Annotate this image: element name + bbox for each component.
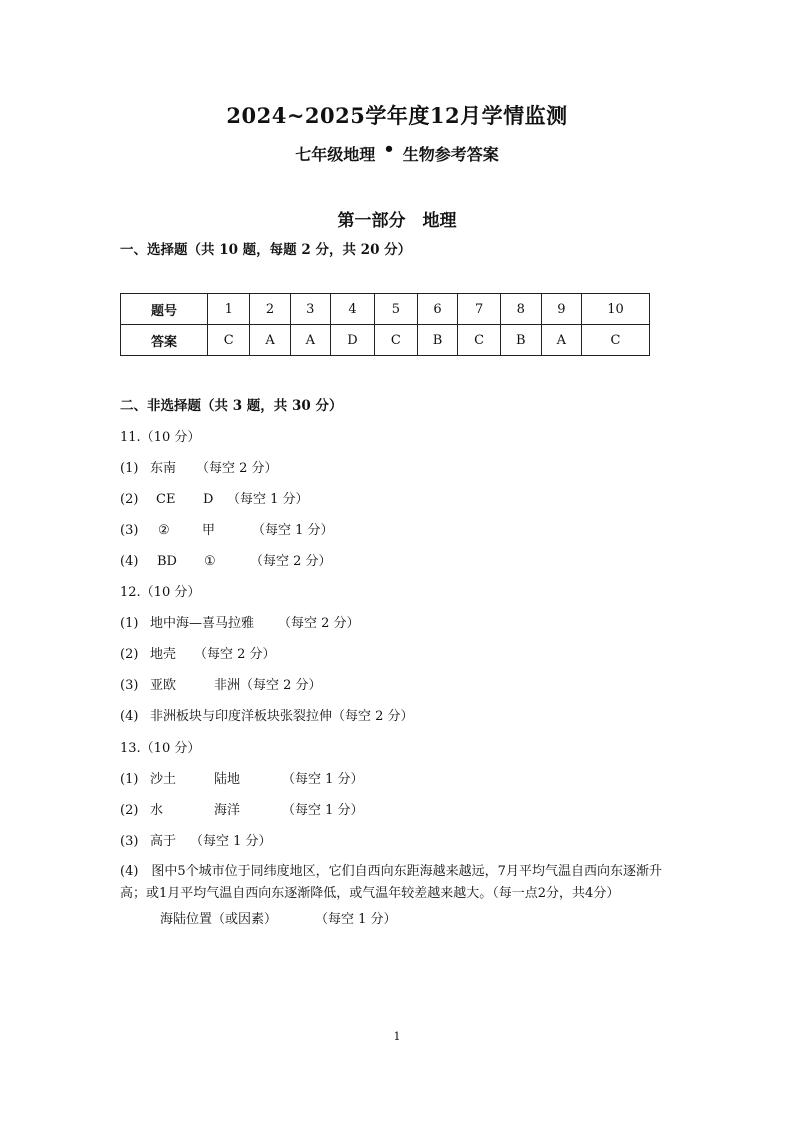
table-cell: 4 bbox=[330, 294, 374, 325]
item-number: (2) bbox=[120, 492, 139, 507]
q11-answer-2 bbox=[120, 488, 309, 507]
table-cell: 1 bbox=[208, 294, 250, 325]
table-cell: A bbox=[250, 325, 290, 356]
item-number: (2) bbox=[120, 647, 139, 662]
q13-answer-5 bbox=[160, 908, 397, 927]
answer-text: 高于 bbox=[150, 834, 177, 849]
q13-answer-1 bbox=[120, 768, 364, 787]
table-cell: 6 bbox=[417, 294, 458, 325]
table-cell: 9 bbox=[541, 294, 581, 325]
q13-answer-4: (4) 图中5个城市位于同纬度地区，它们自西向东距海越来越远，7月平均气温自西向东逐渐升高；或1月平均气温自西向东逐渐降低，或气温年较差越来越大。（每一点2分，共4分） bbox=[120, 864, 662, 901]
q11-answer-4 bbox=[120, 550, 332, 569]
answer-text: 地中海—喜马拉雅 bbox=[150, 616, 255, 631]
table-cell: 3 bbox=[290, 294, 330, 325]
item-number: (3) bbox=[120, 523, 139, 538]
item-number: (1) bbox=[120, 772, 139, 787]
table-cell: C bbox=[458, 325, 500, 356]
page-subtitle bbox=[0, 139, 794, 165]
item-number: (3) bbox=[120, 678, 139, 693]
table-cell: 2 bbox=[250, 294, 290, 325]
table-row-answers bbox=[121, 325, 650, 356]
answer-text: 陆地 bbox=[214, 772, 241, 787]
score-note: （每空 2 分） bbox=[194, 647, 276, 662]
q12-answer-1 bbox=[120, 612, 360, 631]
table-cell: D bbox=[330, 325, 374, 356]
answer-text: ② bbox=[158, 523, 170, 538]
answer-text: 海洋 bbox=[214, 803, 241, 818]
answer-text: 东南 bbox=[150, 461, 177, 476]
section1-heading: 一、选择题（共 10 题，每题 2 分，共 20 分） bbox=[120, 242, 412, 258]
answer-text: D bbox=[203, 492, 214, 507]
table-row-numbers bbox=[121, 294, 650, 325]
subtitle-left: 七年级地理 bbox=[295, 145, 376, 164]
table-cell: 5 bbox=[375, 294, 417, 325]
table-cell: C bbox=[375, 325, 417, 356]
q11-answer-3 bbox=[120, 519, 334, 538]
score-note: （每空 2 分） bbox=[196, 461, 278, 476]
table-cell: B bbox=[500, 325, 541, 356]
item-number: (3) bbox=[120, 834, 139, 849]
table-cell: 10 bbox=[581, 294, 649, 325]
table-cell: A bbox=[541, 325, 581, 356]
answer-text: 沙土 bbox=[150, 772, 177, 787]
q11-answer-1 bbox=[120, 457, 278, 476]
score-note: （每空 1 分） bbox=[227, 492, 309, 507]
score-note: （每空 2 分） bbox=[278, 616, 360, 631]
q13-answer-2 bbox=[120, 799, 364, 818]
q12-label: 12.（10 分） bbox=[120, 585, 201, 600]
score-note: （每空 1 分） bbox=[315, 912, 397, 927]
answer-text: BD bbox=[157, 554, 177, 569]
q11-label: 11.（10 分） bbox=[120, 430, 201, 445]
q13-answer-3 bbox=[120, 830, 272, 849]
part-title: 第一部分 地理 bbox=[337, 211, 457, 231]
table-cell: 7 bbox=[458, 294, 500, 325]
subtitle-separator: • bbox=[383, 139, 395, 160]
q12-answer-4 bbox=[120, 705, 414, 724]
answer-text: 非洲板块与印度洋板块张裂拉伸（每空 2 分） bbox=[150, 709, 414, 724]
score-note: （每空 2 分） bbox=[250, 554, 332, 569]
answer-text: 水 bbox=[150, 803, 164, 818]
answer-text: 海陆位置（或因素） bbox=[160, 912, 278, 927]
answer-text: CE bbox=[156, 492, 176, 507]
table-cell: C bbox=[208, 325, 250, 356]
page-number: 1 bbox=[393, 1030, 401, 1043]
answer-table bbox=[120, 293, 650, 356]
item-number: (1) bbox=[120, 461, 139, 476]
table-cell: 8 bbox=[500, 294, 541, 325]
table-cell: A bbox=[290, 325, 330, 356]
item-number: (2) bbox=[120, 803, 139, 818]
answer-text: 甲 bbox=[202, 523, 216, 538]
page-title: 2024~2025学年度12月学情监测 bbox=[226, 103, 568, 128]
answer-text: 非洲（每空 2 分） bbox=[214, 678, 322, 693]
table-row-label: 答案 bbox=[121, 325, 208, 356]
q13-label: 13.（10 分） bbox=[120, 741, 201, 756]
q12-answer-3 bbox=[120, 674, 322, 693]
table-row-label: 题号 bbox=[121, 294, 208, 325]
item-number: (4) bbox=[120, 709, 139, 724]
score-note: （每空 1 分） bbox=[282, 803, 364, 818]
answer-text: 亚欧 bbox=[150, 678, 177, 693]
section2-heading: 二、非选择题（共 3 题，共 30 分） bbox=[120, 398, 343, 414]
q12-answer-2 bbox=[120, 643, 276, 662]
answer-text: ① bbox=[204, 554, 216, 569]
table-cell: C bbox=[581, 325, 649, 356]
item-number: (1) bbox=[120, 616, 139, 631]
item-number: (4) bbox=[120, 554, 139, 569]
score-note: （每空 1 分） bbox=[190, 834, 272, 849]
answer-text: 地壳 bbox=[150, 647, 177, 662]
score-note: （每空 1 分） bbox=[252, 523, 334, 538]
table-cell: B bbox=[417, 325, 458, 356]
score-note: （每空 1 分） bbox=[282, 772, 364, 787]
subtitle-right: 生物参考答案 bbox=[402, 145, 499, 164]
